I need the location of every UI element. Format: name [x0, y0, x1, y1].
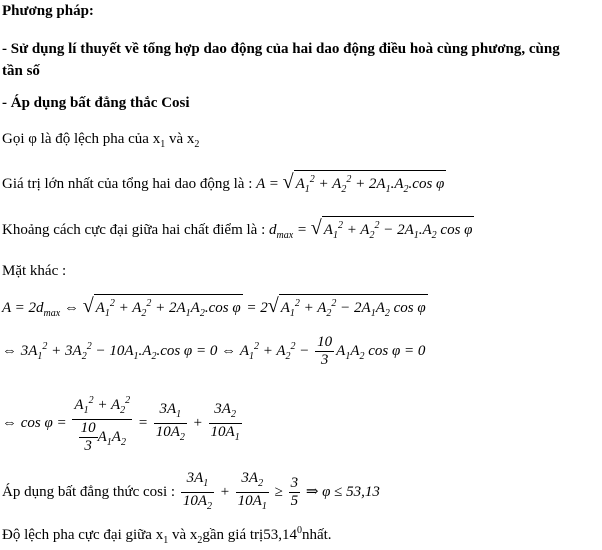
equation-2: ⇔ $3A_1^2 + 3A_2^2 - 10A_1.A_2.\cos$ φ = 0 ⇔ $A_1^2 + A_2^2$ − $\frac{10}{3}$ $A_1A_2$ cos φ = 0: [2, 334, 426, 368]
heading: Phương pháp:: [2, 3, 94, 19]
dist-formula: $d_{max}$ = √ $A_1^2 + A_2^2 - 2A_1.A_2$ cos φ: [269, 222, 474, 238]
max-amplitude-line: Giá trị lớn nhất của tổng hai dao động là : A = √ $A_1^2 + A_2^2 + 2A_1.A_2.\cos$ φ: [2, 170, 446, 199]
bullet-1-cont: tần số: [2, 63, 40, 79]
other-label: Mặt khác :: [2, 263, 67, 279]
cosi-line: Áp dụng bất đẳng thức cosi : $\frac{3A_1}{10A_2}$ + $\frac{3A_2}{10A_1}$ ≥ $\frac{3}{5}$ ⇒ φ ≤ 53,13: [2, 470, 380, 512]
bullet-1: - Sử dụng lí thuyết về tổng hợp dao động của hai dao động điều hoà cùng phương, cùng: [2, 41, 560, 57]
max-distance-line: Khoảng cách cực đại giữa hai chất điểm là : $d_{max}$ = √ $A_1^2 + A_2^2 - 2A_1.A_2$ cos φ: [2, 216, 474, 245]
conclusion-line: Độ lệch pha cực đại giữa $x_1$ và $x_2gần$ giá trị53,14$^0$nhất.: [2, 525, 332, 546]
equation-3: ⇔ cos φ = $A_1^2 + A_2^2$ $\frac{10}{3}$ $A_1A_2$ = $\frac{3A_1}{10A_2}$ + $\frac{3A_2}{10A_1}$: [2, 392, 244, 455]
intro-line: Gọi φ là độ lệch pha của $x_1$ và $x_2$: [2, 131, 200, 150]
bullet-2: - Áp dụng bất đẳng thắc Cosi: [2, 95, 190, 111]
max-formula: A = √ $A_1^2 + A_2^2 + 2A_1.A_2.\cos$ φ: [256, 176, 446, 192]
equation-1: $A = 2d_{max}$ ⇔ √ $A_1^2 + A_2^2 + 2A_1A_2.\cos$ φ = 2√ $A_1^2 + A_2^2 - 2A_1A_2$ cos φ: [2, 294, 428, 323]
